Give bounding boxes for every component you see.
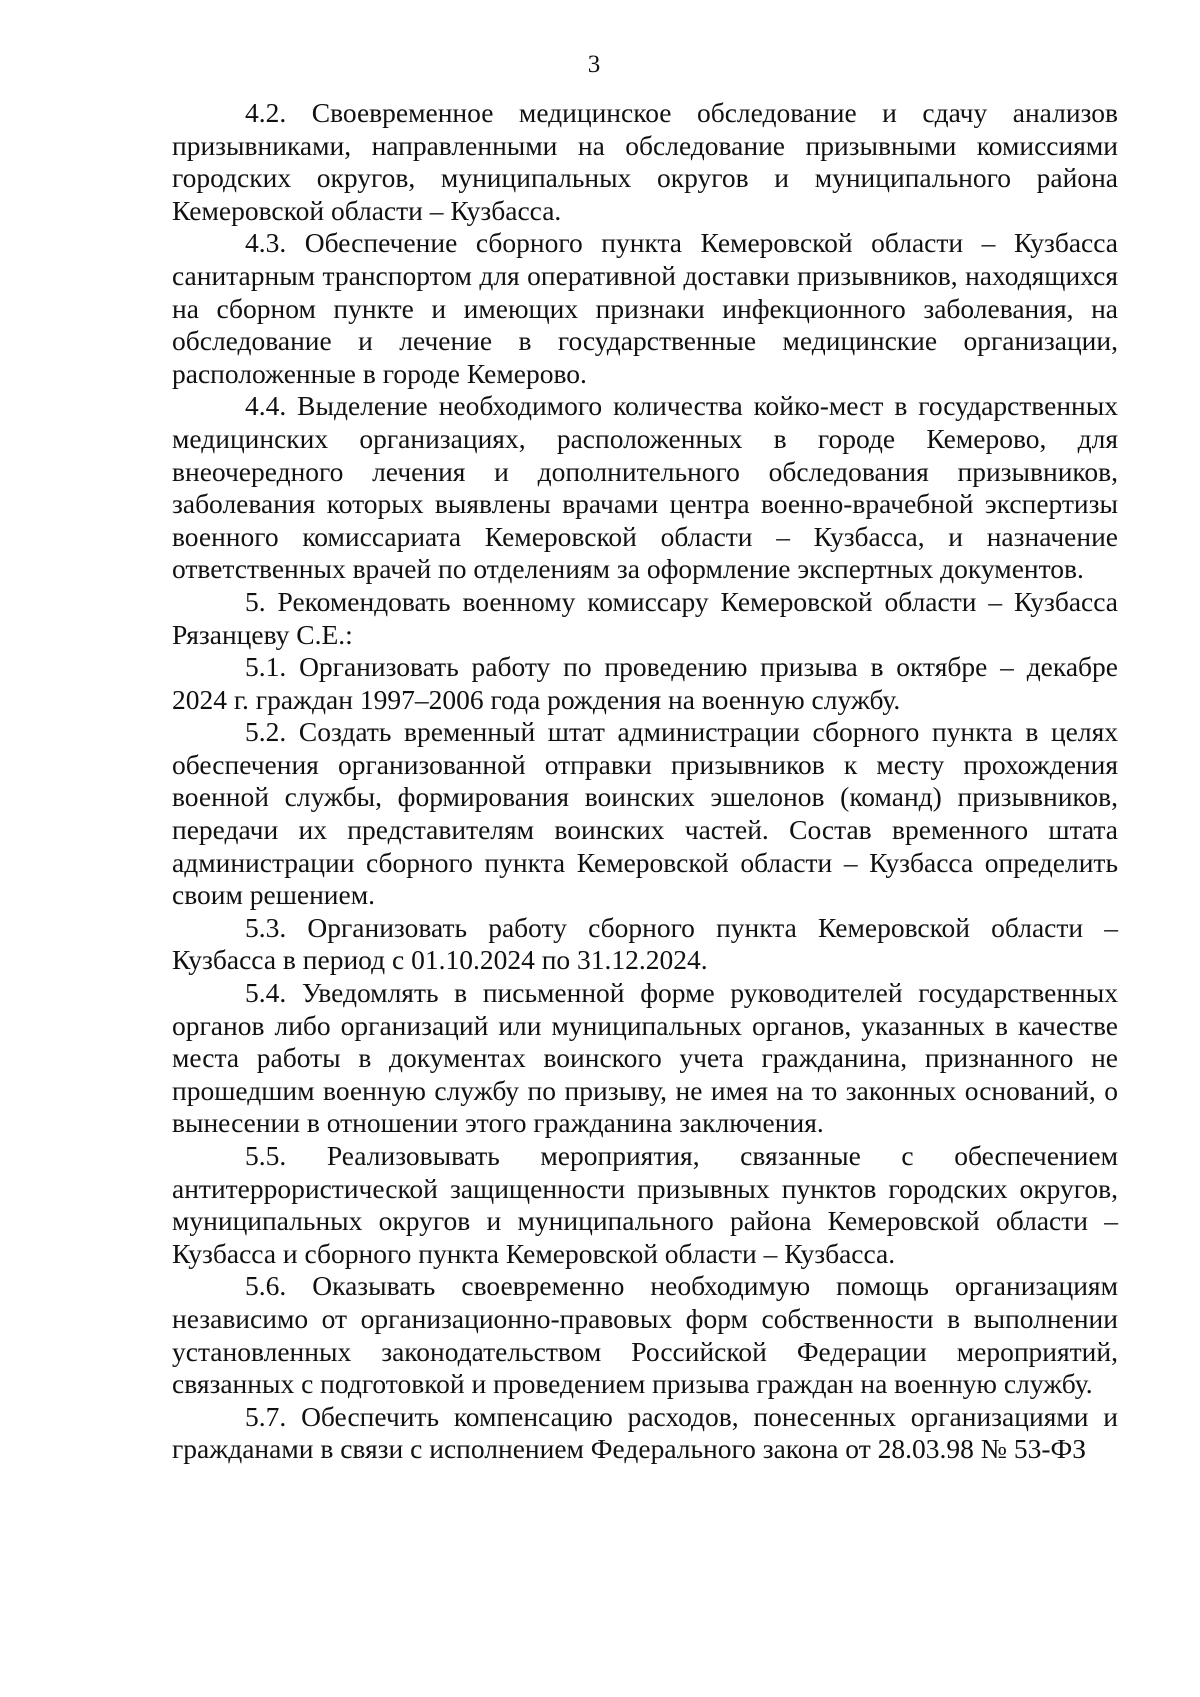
paragraph-4-2: 4.2. Своевременное медицинское обследование и сдачу анализов призывниками, направленными на обследование призывными комиссиями городских округов, муниципальных округов и муниципального района Кемеровской области – Кузбасса. (172, 97, 1118, 226)
paragraph-5-1: 5.1. Организовать работу по проведению призыва в октябре – декабре 2024 г. граждан 1997–2006 года рождения на военную службу. (172, 651, 1118, 715)
paragraph-4-4: 4.4. Выделение необходимого количества койко-мест в государственных медицинских организациях, расположенных в городе Кемерово, для внеочередного лечения и дополнительного обследования призывников, заболевания которых выявлены врачами центра военно-врачебной экспертизы военного комиссариата Кемеровской области – Кузбасса, и назначение ответственных врачей по отделениям за оформление экспертных документов. (172, 390, 1118, 585)
page-number: 3 (587, 51, 601, 78)
paragraph-4-3: 4.3. Обеспечение сборного пункта Кемеровской области – Кузбасса санитарным транспортом для оперативной доставки призывников, находящихся на сборном пункте и имеющих признаки инфекционного заболевания, на обследование и лечение в государственные медицинские организации, расположенные в городе Кемерово. (172, 227, 1118, 389)
paragraph-5-5: 5.5. Реализовывать мероприятия, связанные с обеспечением антитеррористической защищенности призывных пунктов городских округов, муниципальных округов и муниципального района Кемеровской области – Кузбасса и сборного пункта Кемеровской области – Кузбасса. (172, 1140, 1118, 1269)
paragraph-5-6: 5.6. Оказывать своевременно необходимую помощь организациям независимо от организационно-правовых форм собственности в выполнении установленных законодательством Российской Федерации мероприятий, связанных с подготовкой и проведением призыва граждан на военную службу. (172, 1270, 1118, 1400)
paragraph-5-2: 5.2. Создать временный штат администрации сборного пункта в целях обеспечения организованной отправки призывников к месту прохождения военной службы, формирования воинских эшелонов (команд) призывников, передачи их представителям воинских частей. Состав временного штата администрации сборного пункта Кемеровской области – Кузбасса определить своим решением. (172, 716, 1118, 911)
paragraph-5-3: 5.3. Организовать работу сборного пункта Кемеровской области – Кузбасса в период с 01.10.2024 по 31.12.2024. (172, 911, 1118, 976)
paragraph-5-4: 5.4. Уведомлять в письменной форме руководителей государственных органов либо организаций или муниципальных органов, указанных в качестве места работы в документах воинского учета гражданина, признанного не прошедшим военную службу по призыву, не имея на то законных оснований, о вынесении в отношении этого гражданина заключения. (172, 977, 1118, 1139)
paragraph-5-7: 5.7. Обеспечить компенсацию расходов, понесенных организациями и гражданами в связи с исполнением Федерального закона от 28.03.98 № 53-ФЗ (172, 1400, 1118, 1465)
document-body (172, 97, 1118, 1466)
paragraph-5: 5. Рекомендовать военному комиссару Кемеровской области – Кузбасса Рязанцеву С.Е.: (172, 585, 1118, 650)
